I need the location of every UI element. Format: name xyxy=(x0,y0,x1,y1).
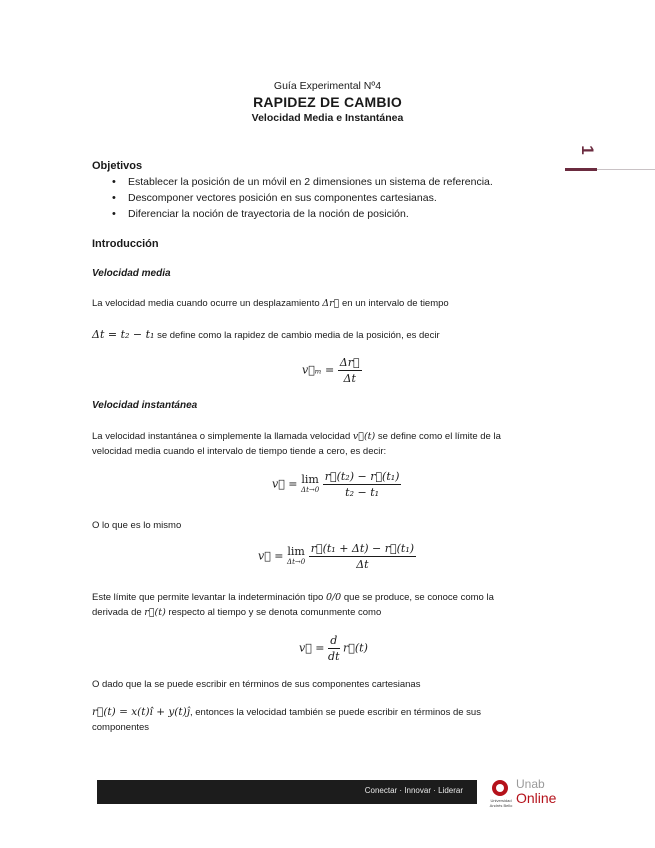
limit-label: lim xyxy=(287,544,305,558)
text-span: se define como el límite de la xyxy=(375,431,501,442)
fraction-numerator: r⃗(t₁ + Δt) − r⃗(t₁) xyxy=(310,542,415,555)
footer-bar xyxy=(97,780,477,804)
instant-velocity-paragraph-2 xyxy=(92,590,562,620)
text-span: Este límite que permite levantar la indeterminación tipo xyxy=(92,592,326,603)
limit-subscript: Δt→0 xyxy=(301,485,320,494)
position-components-equation: r⃗(t) = x(t)î + y(t)ĵ xyxy=(92,706,190,718)
objective-item: • Diferenciar la noción de trayectoria de la noción de posición. xyxy=(112,206,493,222)
equation-lhs: v⃗ = xyxy=(272,477,298,491)
guide-label: Guía Experimental Nº4 xyxy=(273,80,382,92)
equation-lhs: v⃗ = xyxy=(258,549,284,563)
text-span: velocidad media cuando el intervalo de tiempo tiende a cero, es decir: xyxy=(92,446,387,457)
delta-r-symbol: Δr⃗ xyxy=(322,298,340,309)
equation-lhs: v⃗ₘ = xyxy=(302,363,335,377)
limit-subscript: Δt→0 xyxy=(287,557,306,566)
logo-online-text: Online xyxy=(516,790,557,806)
footer-slogan: Conectar · Innovar · Liderar xyxy=(364,786,463,795)
instant-velocity-heading: Velocidad instantánea xyxy=(92,400,198,411)
page-number: 1 xyxy=(578,145,597,155)
limit-label: lim xyxy=(301,472,319,486)
fraction-denominator: t₂ − t₁ xyxy=(345,486,380,499)
text-span: se define como la rapidez de cambio media de la posición, es decir xyxy=(154,330,440,341)
objectives-heading: Objetivos xyxy=(92,160,143,172)
equation-fraction xyxy=(309,542,416,571)
indeterminate-symbol: 0/0 xyxy=(325,592,342,603)
equation-rhs: r⃗(t) xyxy=(343,641,368,655)
mean-velocity-equation xyxy=(302,356,362,385)
fraction-numerator: r⃗(t₂) − r⃗(t₁) xyxy=(324,470,400,483)
instant-velocity-paragraph-1 xyxy=(92,429,562,459)
text-span: , entonces la velocidad también se puede escribir en términos de sus xyxy=(189,707,481,718)
mean-velocity-paragraph-2 xyxy=(92,327,440,343)
components-paragraph xyxy=(92,705,562,735)
delta-t-equation: Δt = t₂ − t₁ xyxy=(92,328,155,341)
university-seal-icon xyxy=(492,780,508,796)
limit-operator xyxy=(287,544,306,567)
velocity-symbol: v⃗(t) xyxy=(352,431,376,442)
page-number-bar xyxy=(565,168,597,171)
mean-velocity-heading: Velocidad media xyxy=(92,268,171,279)
objective-item: • Descomponer vectores posición en sus componentes cartesianas. xyxy=(112,190,493,206)
equation-fraction xyxy=(323,470,402,499)
page-number-rule xyxy=(597,169,655,170)
limit-operator xyxy=(301,472,320,495)
text-span: La velocidad instantánea o simplemente la llamada velocidad xyxy=(92,431,353,442)
text-span: derivada de xyxy=(92,607,145,618)
instant-velocity-equation-1 xyxy=(272,470,401,499)
fraction-denominator: dt xyxy=(328,650,340,663)
text-span: componentes xyxy=(92,722,150,733)
equation-fraction xyxy=(338,356,362,385)
unab-online-logo xyxy=(488,778,568,808)
fraction-numerator: d xyxy=(328,634,339,649)
same-text: O lo que es lo mismo xyxy=(92,520,182,531)
text-span: que se produce, se conoce como la xyxy=(341,592,494,603)
text-span: en un intervalo de tiempo xyxy=(339,298,449,309)
page-title: RAPIDEZ DE CAMBIO xyxy=(253,94,402,110)
logo-unab-text: Unab xyxy=(516,777,545,791)
equation-fraction xyxy=(328,634,339,663)
objectives-list xyxy=(112,174,493,222)
fraction-denominator: Δt xyxy=(343,372,356,385)
page-subtitle: Velocidad Media e Instantánea xyxy=(251,112,404,124)
instant-velocity-equation-2 xyxy=(258,542,416,571)
mean-velocity-paragraph-1 xyxy=(92,296,449,311)
introduction-heading: Introducción xyxy=(92,238,159,250)
objective-item: • Establecer la posición de un móvil en 2 dimensiones un sistema de referencia. xyxy=(112,174,493,190)
fraction-numerator: Δr⃗ xyxy=(339,356,360,369)
fraction-denominator: Δt xyxy=(356,558,369,571)
text-span: respecto al tiempo y se denota comunmente como xyxy=(165,607,382,618)
equation-lhs: v⃗ = xyxy=(299,641,325,655)
position-symbol: r⃗(t) xyxy=(144,607,166,618)
cartesian-paragraph: O dado que la se puede escribir en términos de sus componentes cartesianas xyxy=(92,679,421,690)
logo-university-name: Universidad Andrés Bello xyxy=(489,798,513,808)
derivative-equation xyxy=(299,634,368,663)
text-span: La velocidad media cuando ocurre un desplazamiento xyxy=(92,298,323,309)
